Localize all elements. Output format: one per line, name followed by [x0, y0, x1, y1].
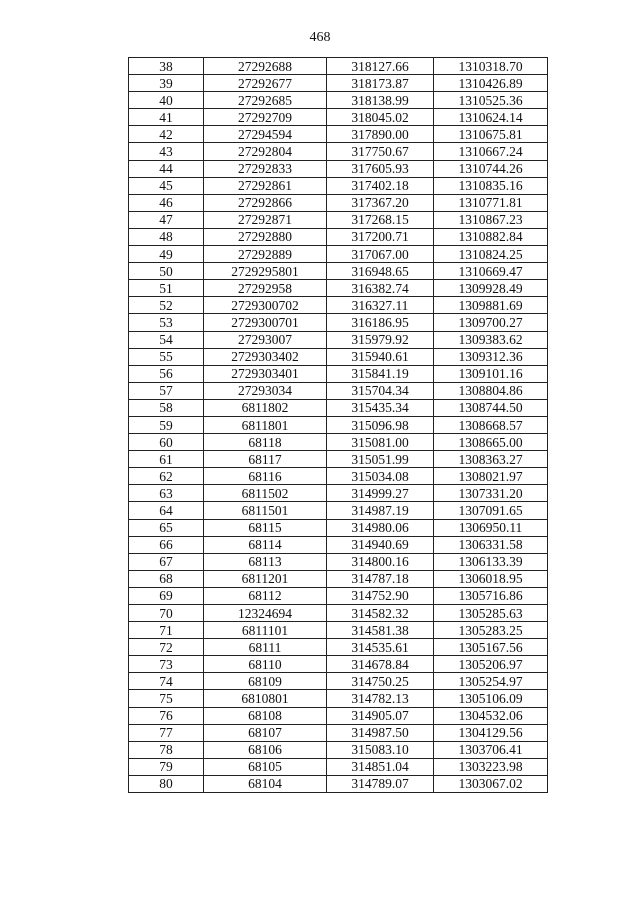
x-coordinate-cell: 316327.11	[327, 297, 434, 314]
x-coordinate-cell: 314987.19	[327, 502, 434, 519]
point-id-cell: 68117	[204, 451, 327, 468]
table-row	[129, 92, 548, 109]
y-coordinate-cell: 1309312.36	[434, 348, 548, 365]
row-number-cell: 61	[129, 451, 204, 468]
table-row	[129, 724, 548, 741]
row-number-cell: 44	[129, 160, 204, 177]
y-coordinate-cell: 1305716.86	[434, 587, 548, 604]
x-coordinate-cell: 314782.13	[327, 690, 434, 707]
row-number-cell: 57	[129, 382, 204, 399]
x-coordinate-cell: 315940.61	[327, 348, 434, 365]
table-row	[129, 228, 548, 245]
row-number-cell: 75	[129, 690, 204, 707]
table-row	[129, 622, 548, 639]
table-row	[129, 348, 548, 365]
y-coordinate-cell: 1310824.25	[434, 246, 548, 263]
x-coordinate-cell: 315034.08	[327, 468, 434, 485]
table-row	[129, 58, 548, 75]
table-row	[129, 211, 548, 228]
y-coordinate-cell: 1304129.56	[434, 724, 548, 741]
point-id-cell: 27292688	[204, 58, 327, 75]
point-id-cell: 27292833	[204, 160, 327, 177]
y-coordinate-cell: 1305206.97	[434, 656, 548, 673]
table-row	[129, 263, 548, 280]
x-coordinate-cell: 314940.69	[327, 536, 434, 553]
point-id-cell: 68108	[204, 707, 327, 724]
point-id-cell: 6811502	[204, 485, 327, 502]
x-coordinate-cell: 314750.25	[327, 673, 434, 690]
point-id-cell: 27292958	[204, 280, 327, 297]
table-row	[129, 673, 548, 690]
table-row	[129, 297, 548, 314]
point-id-cell: 2729303401	[204, 365, 327, 382]
point-id-cell: 68111	[204, 639, 327, 656]
row-number-cell: 62	[129, 468, 204, 485]
y-coordinate-cell: 1310525.36	[434, 92, 548, 109]
table-row	[129, 194, 548, 211]
y-coordinate-cell: 1308804.86	[434, 382, 548, 399]
x-coordinate-cell: 314678.84	[327, 656, 434, 673]
row-number-cell: 48	[129, 228, 204, 245]
row-number-cell: 60	[129, 434, 204, 451]
row-number-cell: 45	[129, 177, 204, 194]
y-coordinate-cell: 1303706.41	[434, 741, 548, 758]
point-id-cell: 68104	[204, 775, 327, 792]
table-row	[129, 399, 548, 416]
row-number-cell: 71	[129, 622, 204, 639]
row-number-cell: 59	[129, 416, 204, 433]
table-row	[129, 536, 548, 553]
y-coordinate-cell: 1310882.84	[434, 228, 548, 245]
table-row	[129, 690, 548, 707]
point-id-cell: 6811201	[204, 570, 327, 587]
x-coordinate-cell: 317268.15	[327, 211, 434, 228]
point-id-cell: 68115	[204, 519, 327, 536]
point-id-cell: 68105	[204, 758, 327, 775]
table-row	[129, 519, 548, 536]
table-row	[129, 707, 548, 724]
y-coordinate-cell: 1305167.56	[434, 639, 548, 656]
row-number-cell: 67	[129, 553, 204, 570]
table-row	[129, 451, 548, 468]
row-number-cell: 43	[129, 143, 204, 160]
table-row	[129, 570, 548, 587]
y-coordinate-cell: 1303067.02	[434, 775, 548, 792]
table-row	[129, 553, 548, 570]
table-row	[129, 587, 548, 604]
x-coordinate-cell: 315841.19	[327, 365, 434, 382]
x-coordinate-cell: 317402.18	[327, 177, 434, 194]
y-coordinate-cell: 1306133.39	[434, 553, 548, 570]
table-row	[129, 502, 548, 519]
point-id-cell: 27292804	[204, 143, 327, 160]
coordinates-table-body	[129, 58, 548, 793]
row-number-cell: 56	[129, 365, 204, 382]
point-id-cell: 6811101	[204, 622, 327, 639]
x-coordinate-cell: 317750.67	[327, 143, 434, 160]
y-coordinate-cell: 1306950.11	[434, 519, 548, 536]
x-coordinate-cell: 314581.38	[327, 622, 434, 639]
table-row	[129, 605, 548, 622]
y-coordinate-cell: 1310867.23	[434, 211, 548, 228]
x-coordinate-cell: 316948.65	[327, 263, 434, 280]
row-number-cell: 41	[129, 109, 204, 126]
row-number-cell: 49	[129, 246, 204, 263]
row-number-cell: 64	[129, 502, 204, 519]
row-number-cell: 73	[129, 656, 204, 673]
row-number-cell: 77	[129, 724, 204, 741]
table-row	[129, 468, 548, 485]
point-id-cell: 27292889	[204, 246, 327, 263]
row-number-cell: 65	[129, 519, 204, 536]
y-coordinate-cell: 1308021.97	[434, 468, 548, 485]
row-number-cell: 69	[129, 587, 204, 604]
row-number-cell: 58	[129, 399, 204, 416]
point-id-cell: 2729300701	[204, 314, 327, 331]
row-number-cell: 54	[129, 331, 204, 348]
row-number-cell: 47	[129, 211, 204, 228]
table-row	[129, 758, 548, 775]
page-number: 468	[309, 30, 331, 45]
x-coordinate-cell: 318127.66	[327, 58, 434, 75]
table-row	[129, 177, 548, 194]
y-coordinate-cell: 1310669.47	[434, 263, 548, 280]
y-coordinate-cell: 1309101.16	[434, 365, 548, 382]
point-id-cell: 6811501	[204, 502, 327, 519]
table-row	[129, 75, 548, 92]
x-coordinate-cell: 315435.34	[327, 399, 434, 416]
y-coordinate-cell: 1308668.57	[434, 416, 548, 433]
row-number-cell: 51	[129, 280, 204, 297]
table-row	[129, 639, 548, 656]
x-coordinate-cell: 318173.87	[327, 75, 434, 92]
coordinates-table	[128, 57, 548, 793]
x-coordinate-cell: 314535.61	[327, 639, 434, 656]
row-number-cell: 46	[129, 194, 204, 211]
y-coordinate-cell: 1309700.27	[434, 314, 548, 331]
point-id-cell: 68109	[204, 673, 327, 690]
row-number-cell: 50	[129, 263, 204, 280]
y-coordinate-cell: 1304532.06	[434, 707, 548, 724]
row-number-cell: 40	[129, 92, 204, 109]
y-coordinate-cell: 1305254.97	[434, 673, 548, 690]
x-coordinate-cell: 314987.50	[327, 724, 434, 741]
x-coordinate-cell: 314752.90	[327, 587, 434, 604]
row-number-cell: 76	[129, 707, 204, 724]
row-number-cell: 53	[129, 314, 204, 331]
y-coordinate-cell: 1310771.81	[434, 194, 548, 211]
point-id-cell: 68116	[204, 468, 327, 485]
y-coordinate-cell: 1310835.16	[434, 177, 548, 194]
row-number-cell: 52	[129, 297, 204, 314]
table-row	[129, 109, 548, 126]
y-coordinate-cell: 1306331.58	[434, 536, 548, 553]
x-coordinate-cell: 314800.16	[327, 553, 434, 570]
table-row	[129, 775, 548, 792]
point-id-cell: 68112	[204, 587, 327, 604]
point-id-cell: 6811802	[204, 399, 327, 416]
point-id-cell: 2729303402	[204, 348, 327, 365]
table-row	[129, 143, 548, 160]
y-coordinate-cell: 1309881.69	[434, 297, 548, 314]
y-coordinate-cell: 1308665.00	[434, 434, 548, 451]
table-row	[129, 382, 548, 399]
x-coordinate-cell: 315081.00	[327, 434, 434, 451]
y-coordinate-cell: 1306018.95	[434, 570, 548, 587]
x-coordinate-cell: 318045.02	[327, 109, 434, 126]
y-coordinate-cell: 1310624.14	[434, 109, 548, 126]
y-coordinate-cell: 1307331.20	[434, 485, 548, 502]
table-row	[129, 416, 548, 433]
x-coordinate-cell: 314787.18	[327, 570, 434, 587]
table-row	[129, 280, 548, 297]
y-coordinate-cell: 1310744.26	[434, 160, 548, 177]
point-id-cell: 68114	[204, 536, 327, 553]
y-coordinate-cell: 1310675.81	[434, 126, 548, 143]
table-row	[129, 485, 548, 502]
table-row	[129, 365, 548, 382]
y-coordinate-cell: 1305106.09	[434, 690, 548, 707]
x-coordinate-cell: 314980.06	[327, 519, 434, 536]
y-coordinate-cell: 1305285.63	[434, 605, 548, 622]
x-coordinate-cell: 314905.07	[327, 707, 434, 724]
row-number-cell: 72	[129, 639, 204, 656]
table-row	[129, 160, 548, 177]
row-number-cell: 80	[129, 775, 204, 792]
point-id-cell: 68118	[204, 434, 327, 451]
row-number-cell: 70	[129, 605, 204, 622]
x-coordinate-cell: 318138.99	[327, 92, 434, 109]
x-coordinate-cell: 315051.99	[327, 451, 434, 468]
y-coordinate-cell: 1309928.49	[434, 280, 548, 297]
point-id-cell: 27292880	[204, 228, 327, 245]
x-coordinate-cell: 315083.10	[327, 741, 434, 758]
point-id-cell: 6811801	[204, 416, 327, 433]
table-row	[129, 741, 548, 758]
table-row	[129, 656, 548, 673]
row-number-cell: 55	[129, 348, 204, 365]
point-id-cell: 27292709	[204, 109, 327, 126]
x-coordinate-cell: 317200.71	[327, 228, 434, 245]
point-id-cell: 68113	[204, 553, 327, 570]
point-id-cell: 27292871	[204, 211, 327, 228]
point-id-cell: 27292685	[204, 92, 327, 109]
table-row	[129, 314, 548, 331]
x-coordinate-cell: 315979.92	[327, 331, 434, 348]
point-id-cell: 27292861	[204, 177, 327, 194]
point-id-cell: 12324694	[204, 605, 327, 622]
x-coordinate-cell: 314582.32	[327, 605, 434, 622]
x-coordinate-cell: 315096.98	[327, 416, 434, 433]
row-number-cell: 74	[129, 673, 204, 690]
point-id-cell: 2729300702	[204, 297, 327, 314]
x-coordinate-cell: 315704.34	[327, 382, 434, 399]
table-row	[129, 434, 548, 451]
x-coordinate-cell: 314999.27	[327, 485, 434, 502]
y-coordinate-cell: 1308744.50	[434, 399, 548, 416]
y-coordinate-cell: 1307091.65	[434, 502, 548, 519]
y-coordinate-cell: 1308363.27	[434, 451, 548, 468]
row-number-cell: 66	[129, 536, 204, 553]
table-row	[129, 246, 548, 263]
point-id-cell: 68106	[204, 741, 327, 758]
row-number-cell: 79	[129, 758, 204, 775]
x-coordinate-cell: 314789.07	[327, 775, 434, 792]
x-coordinate-cell: 316186.95	[327, 314, 434, 331]
point-id-cell: 27294594	[204, 126, 327, 143]
y-coordinate-cell: 1310318.70	[434, 58, 548, 75]
x-coordinate-cell: 317890.00	[327, 126, 434, 143]
row-number-cell: 39	[129, 75, 204, 92]
y-coordinate-cell: 1310667.24	[434, 143, 548, 160]
y-coordinate-cell: 1310426.89	[434, 75, 548, 92]
row-number-cell: 63	[129, 485, 204, 502]
table-row	[129, 331, 548, 348]
point-id-cell: 27293034	[204, 382, 327, 399]
point-id-cell: 6810801	[204, 690, 327, 707]
row-number-cell: 68	[129, 570, 204, 587]
x-coordinate-cell: 316382.74	[327, 280, 434, 297]
x-coordinate-cell: 317067.00	[327, 246, 434, 263]
point-id-cell: 27292677	[204, 75, 327, 92]
point-id-cell: 68110	[204, 656, 327, 673]
point-id-cell: 27292866	[204, 194, 327, 211]
x-coordinate-cell: 317367.20	[327, 194, 434, 211]
point-id-cell: 27293007	[204, 331, 327, 348]
point-id-cell: 2729295801	[204, 263, 327, 280]
y-coordinate-cell: 1303223.98	[434, 758, 548, 775]
row-number-cell: 38	[129, 58, 204, 75]
point-id-cell: 68107	[204, 724, 327, 741]
table-row	[129, 126, 548, 143]
y-coordinate-cell: 1309383.62	[434, 331, 548, 348]
row-number-cell: 78	[129, 741, 204, 758]
x-coordinate-cell: 317605.93	[327, 160, 434, 177]
x-coordinate-cell: 314851.04	[327, 758, 434, 775]
row-number-cell: 42	[129, 126, 204, 143]
y-coordinate-cell: 1305283.25	[434, 622, 548, 639]
